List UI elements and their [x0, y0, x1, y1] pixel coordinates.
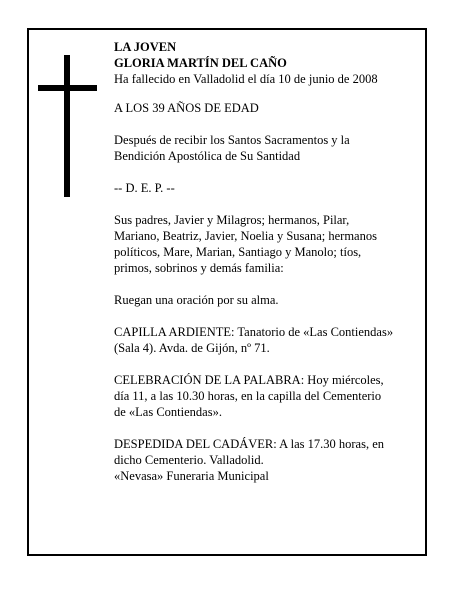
cross-icon [64, 55, 70, 197]
prayer-request: Ruegan una oración por su alma. [114, 293, 279, 307]
text-line: Sus padres, Javier y Milagros; hermanos, Pilar, [114, 213, 350, 227]
sacraments-paragraph [114, 132, 426, 164]
death-notice: Ha fallecido en Valladolid el día 10 de junio de 2008 [114, 72, 378, 86]
text-line: de «Las Contiendas». [114, 405, 222, 419]
family-paragraph [114, 212, 426, 276]
text-line: DESPEDIDA DEL CADÁVER: A las 17.30 horas, en [114, 437, 385, 451]
cross-icon-bar [38, 85, 97, 91]
text-line: CAPILLA ARDIENTE: Tanatorio de «Las Contiendas» [114, 325, 394, 339]
rest-in-peace: -- D. E. P. -- [114, 181, 175, 195]
text-line: Mariano, Beatriz, Javier, Noelia y Susana; hermanos [114, 229, 377, 243]
text-line: (Sala 4). Avda. de Gijón, nº 71. [114, 341, 270, 355]
text-line: día 11, a las 10.30 horas, en la capilla del Cementerio [114, 389, 382, 403]
text-line: Después de recibir los Santos Sacramentos y la [114, 133, 350, 147]
deceased-name: GLORIA MARTÍN DEL CAÑO [114, 56, 287, 70]
obituary-text [114, 39, 426, 500]
text-line: Bendición Apostólica de Su Santidad [114, 149, 301, 163]
chapel-paragraph [114, 324, 426, 356]
age-line: A LOS 39 AÑOS DE EDAD [114, 101, 259, 115]
text-line: primos, sobrinos y demás familia: [114, 261, 284, 275]
obituary-header [114, 39, 426, 87]
farewell-paragraph [114, 436, 426, 484]
text-line: políticos, Mare, Marian, Santiago y Manolo; tíos, [114, 245, 362, 259]
celebration-paragraph [114, 372, 426, 420]
text-line: «Nevasa» Funeraria Municipal [114, 469, 269, 483]
text-line: dicho Cementerio. Valladolid. [114, 453, 264, 467]
intro-title: LA JOVEN [114, 40, 177, 54]
text-line: CELEBRACIÓN DE LA PALABRA: Hoy miércoles, [114, 373, 384, 387]
